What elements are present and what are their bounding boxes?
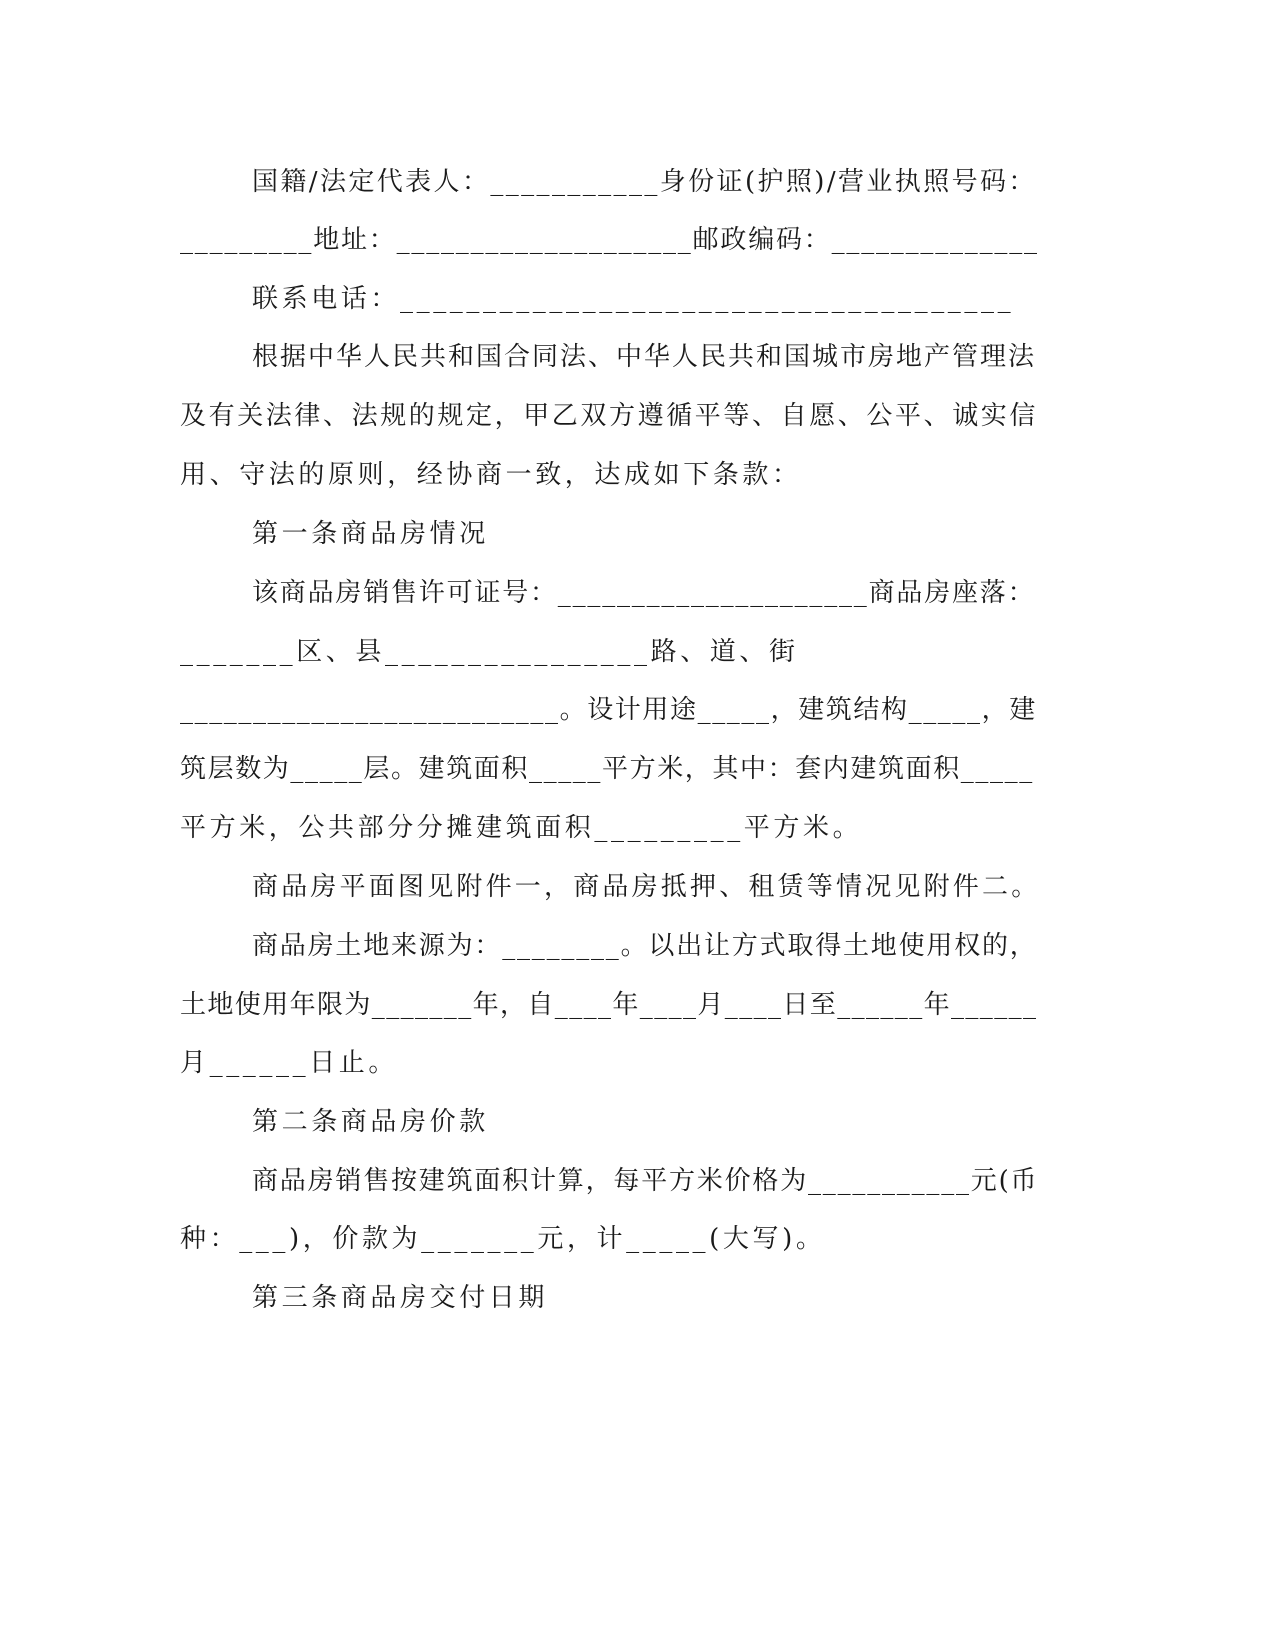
article-1-line-4: 筑层数为_____层。建筑面积_____平方米，其中：套内建筑面积_____ <box>180 754 1034 784</box>
article-2-heading: 第二条商品房价款 <box>252 1107 489 1137</box>
article-2-line-2: 种：___)，价款为_______元，计_____(大写)。 <box>180 1224 826 1254</box>
preamble-line-2: 及有关法律、法规的规定，甲乙双方遵循平等、自愿、公平、诚实信 <box>180 401 1039 431</box>
article-3-heading: 第三条商品房交付日期 <box>252 1283 549 1313</box>
land-source-line-1: 商品房土地来源为：________。以出让方式取得土地使用权的， <box>252 931 1038 961</box>
attachments-line: 商品房平面图见附件一，商品房抵押、租赁等情况见附件二。 <box>252 872 1041 902</box>
article-1-heading: 第一条商品房情况 <box>252 519 489 549</box>
preamble-line-3: 用、守法的原则，经协商一致，达成如下条款： <box>180 460 802 490</box>
article-1-line-5: 平方米，公共部分分摊建筑面积_________平方米。 <box>180 813 863 843</box>
land-source-line-3: 月______日止。 <box>180 1048 399 1078</box>
preamble-line-1: 根据中华人民共和国合同法、中华人民共和国城市房地产管理法 <box>252 342 1037 372</box>
nationality-line: 国籍/法定代表人：___________身份证(护照)/营业执照号码： <box>252 167 1037 197</box>
address-line: _________地址：____________________邮政编码：______________ <box>180 225 1039 255</box>
phone-line: 联系电话：_____________________________________ <box>252 284 1015 314</box>
land-source-line-2: 土地使用年限为_______年，自____年____月____日至______年______ <box>180 990 1038 1020</box>
article-1-line-2: _______区、县________________路、道、街 <box>180 637 799 667</box>
article-1-line-1: 该商品房销售许可证号：_____________________商品房座落： <box>252 578 1036 608</box>
article-2-line-1: 商品房销售按建筑面积计算，每平方米价格为___________元(币 <box>252 1166 1039 1196</box>
article-1-line-3: __________________________。设计用途_____，建筑结构_____，建 <box>180 695 1037 725</box>
